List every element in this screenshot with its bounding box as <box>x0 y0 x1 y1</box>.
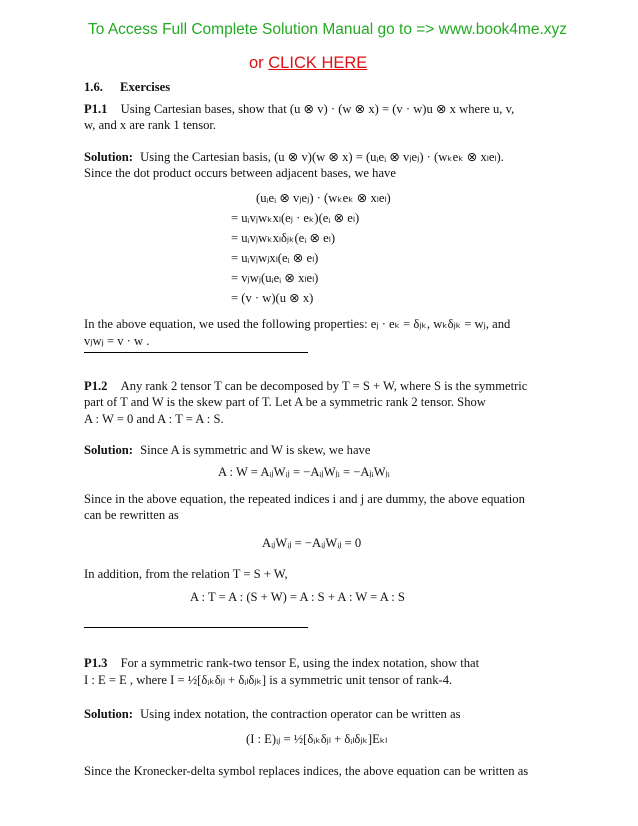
p12-problem-line1 <box>84 378 527 394</box>
p12-solution-text1: Since A is symmetric and W is skew, we have <box>140 443 371 457</box>
p12-label: P1.2 <box>84 379 108 393</box>
p13-last-line: Since the Kronecker-delta symbol replaces indices, the above equation can be written as <box>84 764 529 778</box>
p11-label: P1.1 <box>84 102 108 116</box>
p11-problem-line2: w, and x are rank 1 tensor. <box>84 118 217 132</box>
p13-solution-text1: Using index notation, the contraction operator can be written as <box>140 707 461 721</box>
p12-text-line1: Any rank 2 tensor T can be decomposed by T = S + W, where S is the symmetric <box>120 379 528 393</box>
p13-problem-line2: I : E = E , where I = ½[δᵢₖδⱼₗ + δᵢₗδⱼₖ] is a symmetric unit tensor of rank-4. <box>84 673 453 687</box>
p11-eq-line: = uᵢvⱼwₖxₗδⱼₖ(eᵢ ⊗ eₗ) <box>231 231 336 245</box>
p13-equation-1: (I : E)ᵢⱼ = ½[δᵢₖδⱼₗ + δᵢₗδⱼₖ]Eₖₗ <box>246 732 388 746</box>
p12-text3: In addition, from the relation T = S + W, <box>84 567 288 581</box>
promo-banner[interactable]: To Access Full Complete Solution Manual go to => www.book4me.xyz <box>88 21 568 38</box>
p12-problem-line2: part of T and W is the skew part of T. Let A be a symmetric rank 2 tensor. Show <box>84 395 486 409</box>
section-heading <box>84 79 170 95</box>
p11-solution-text1: Using the Cartesian basis, (u ⊗ v)(w ⊗ x) = (uᵢeᵢ ⊗ vⱼeⱼ) · (wₖeₖ ⊗ xₗeₗ). <box>140 150 504 164</box>
p11-eq-line: = uᵢvⱼwⱼxₗ(eᵢ ⊗ eₗ) <box>231 251 319 265</box>
p11-text-line1: Using Cartesian bases, show that (u ⊗ v) · (w ⊗ x) = (v · w)u ⊗ x where u, v, <box>120 102 515 116</box>
p12-problem-line3: A : W = 0 and A : T = A : S. <box>84 412 224 426</box>
or-text: or <box>249 54 264 72</box>
p13-label: P1.3 <box>84 656 108 670</box>
p13-problem-line1 <box>84 655 479 671</box>
section-number: 1.6. <box>84 80 103 94</box>
section-title: Exercises <box>120 80 171 94</box>
p11-solution-line2: Since the dot product occurs between adjacent bases, we have <box>84 166 396 180</box>
p12-equation-1: A : W = AᵢⱼWᵢⱼ = −AᵢⱼWⱼᵢ = −AⱼᵢWⱼᵢ <box>218 465 390 479</box>
p12-equation-3: A : T = A : (S + W) = A : S + A : W = A : S <box>190 590 405 604</box>
p12-equation-2: AᵢⱼWᵢⱼ = −AᵢⱼWᵢⱼ = 0 <box>262 536 362 550</box>
promo-or-line <box>249 54 367 73</box>
p11-properties-line2: vⱼwⱼ = v · w . <box>84 334 150 348</box>
p11-solution-line1 <box>84 149 504 165</box>
p11-eq-line: (uᵢeᵢ ⊗ vⱼeⱼ) · (wₖeₖ ⊗ xₗeₗ) <box>256 191 391 205</box>
p12-solution-line1 <box>84 442 370 458</box>
section-divider <box>84 352 308 353</box>
p11-solution-label: Solution: <box>84 150 133 164</box>
p12-text2-line2: can be rewritten as <box>84 508 179 522</box>
p13-solution-label: Solution: <box>84 707 133 721</box>
p13-text-line1: For a symmetric rank-two tensor E, using the index notation, show that <box>120 656 480 670</box>
p12-solution-label: Solution: <box>84 443 133 457</box>
click-here-link[interactable]: CLICK HERE <box>268 54 368 72</box>
p11-eq-line: = vⱼwⱼ(uᵢeᵢ ⊗ xₗeₗ) <box>231 271 319 285</box>
p11-problem-line1 <box>84 101 514 117</box>
p11-eq-line: = (v · w)(u ⊗ x) <box>231 291 314 305</box>
section-divider <box>84 627 308 628</box>
p12-text2-line1: Since in the above equation, the repeated indices i and j are dummy, the above equation <box>84 492 525 506</box>
p11-eq-line: = uᵢvⱼwₖxₗ(eⱼ · eₖ)(eᵢ ⊗ eₗ) <box>231 211 360 225</box>
p13-solution-line1 <box>84 706 461 722</box>
p11-properties-line1: In the above equation, we used the following properties: eⱼ · eₖ = δⱼₖ, wₖδⱼₖ = wⱼ, and <box>84 317 511 331</box>
